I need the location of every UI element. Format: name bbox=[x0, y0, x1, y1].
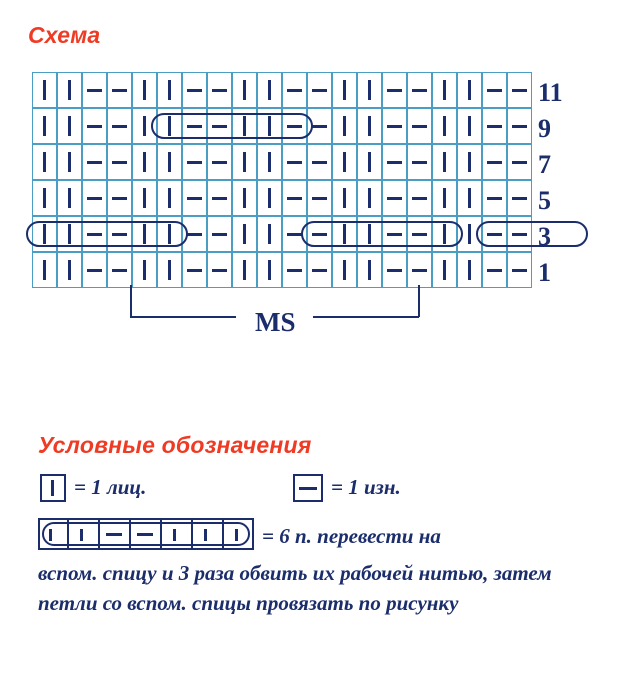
purl-icon bbox=[312, 89, 327, 92]
knitting-chart bbox=[32, 72, 532, 287]
knit-icon bbox=[243, 188, 246, 208]
purl-icon bbox=[387, 161, 402, 164]
knit-icon bbox=[468, 260, 471, 280]
cable-icon bbox=[301, 221, 463, 247]
knit-icon bbox=[443, 80, 446, 100]
knit-icon bbox=[43, 116, 46, 136]
purl-icon bbox=[112, 269, 127, 272]
purl-icon bbox=[512, 161, 527, 164]
knit-icon bbox=[268, 188, 271, 208]
purl-icon bbox=[287, 161, 302, 164]
knit-icon bbox=[368, 188, 371, 208]
purl-icon bbox=[187, 269, 202, 272]
legend-cable-paragraph: вспом. спицу и 3 раза обвить их рабочей нитью, затем петли со вспом. спицы провязать по рисунку bbox=[38, 561, 552, 615]
purl-icon bbox=[87, 161, 102, 164]
purl-icon bbox=[412, 269, 427, 272]
knit-icon bbox=[43, 80, 46, 100]
knit-icon bbox=[268, 80, 271, 100]
knit-icon bbox=[468, 188, 471, 208]
knit-icon bbox=[68, 116, 71, 136]
purl-icon bbox=[212, 89, 227, 92]
purl-icon bbox=[412, 197, 427, 200]
purl-icon bbox=[212, 197, 227, 200]
knit-icon bbox=[43, 152, 46, 172]
chart-title: Схема bbox=[28, 22, 101, 48]
knit-icon bbox=[468, 80, 471, 100]
row-number: 7 bbox=[538, 150, 551, 179]
knit-icon bbox=[443, 152, 446, 172]
purl-icon bbox=[212, 269, 227, 272]
purl-icon bbox=[412, 89, 427, 92]
knit-icon bbox=[443, 188, 446, 208]
knit-icon bbox=[243, 260, 246, 280]
purl-icon bbox=[312, 197, 327, 200]
knit-icon bbox=[243, 224, 246, 244]
cable-icon bbox=[476, 221, 588, 247]
knit-icon bbox=[343, 260, 346, 280]
knit-icon bbox=[268, 260, 271, 280]
purl-icon bbox=[87, 89, 102, 92]
knit-icon bbox=[343, 188, 346, 208]
knit-icon bbox=[68, 188, 71, 208]
row-number: 9 bbox=[538, 114, 551, 143]
knit-icon bbox=[68, 152, 71, 172]
purl-icon bbox=[387, 125, 402, 128]
purl-icon bbox=[287, 89, 302, 92]
knit-icon bbox=[143, 188, 146, 208]
purl-icon bbox=[112, 89, 127, 92]
knit-icon bbox=[51, 480, 54, 496]
purl-icon bbox=[87, 197, 102, 200]
purl-icon bbox=[512, 197, 527, 200]
purl-icon bbox=[512, 125, 527, 128]
knit-icon bbox=[443, 116, 446, 136]
knit-icon bbox=[168, 260, 171, 280]
knit-icon bbox=[168, 188, 171, 208]
knit-icon bbox=[468, 116, 471, 136]
knit-icon bbox=[368, 152, 371, 172]
purl-icon bbox=[187, 233, 202, 236]
knit-icon bbox=[68, 80, 71, 100]
purl-icon bbox=[187, 161, 202, 164]
purl-icon bbox=[387, 89, 402, 92]
knit-icon bbox=[43, 188, 46, 208]
legend-knit-text: = 1 лиц. bbox=[74, 475, 147, 499]
knit-icon bbox=[343, 152, 346, 172]
knit-icon bbox=[143, 260, 146, 280]
purl-icon bbox=[487, 161, 502, 164]
legend-purl-text: = 1 изн. bbox=[331, 475, 401, 499]
cable-icon bbox=[26, 221, 188, 247]
purl-icon bbox=[187, 89, 202, 92]
knit-icon bbox=[168, 80, 171, 100]
purl-icon bbox=[299, 487, 317, 490]
purl-icon bbox=[512, 89, 527, 92]
row-number: 11 bbox=[538, 78, 563, 107]
knit-icon bbox=[368, 116, 371, 136]
knit-icon bbox=[68, 260, 71, 280]
knit-icon bbox=[243, 80, 246, 100]
ms-label: MS bbox=[255, 307, 296, 337]
knit-icon bbox=[443, 260, 446, 280]
cable-icon bbox=[151, 113, 313, 139]
knit-icon bbox=[143, 80, 146, 100]
knit-icon bbox=[368, 260, 371, 280]
purl-icon bbox=[287, 233, 302, 236]
knit-icon bbox=[168, 152, 171, 172]
knit-icon bbox=[368, 80, 371, 100]
knit-icon bbox=[43, 260, 46, 280]
knit-icon bbox=[468, 224, 471, 244]
purl-icon bbox=[112, 161, 127, 164]
knit-icon bbox=[268, 224, 271, 244]
purl-icon bbox=[487, 197, 502, 200]
purl-icon bbox=[212, 161, 227, 164]
row-number: 5 bbox=[538, 186, 551, 215]
purl-icon bbox=[87, 125, 102, 128]
row-number: 3 bbox=[538, 222, 551, 251]
purl-icon bbox=[487, 269, 502, 272]
purl-icon bbox=[312, 161, 327, 164]
purl-icon bbox=[212, 233, 227, 236]
knit-icon bbox=[468, 152, 471, 172]
purl-icon bbox=[487, 125, 502, 128]
purl-icon bbox=[112, 125, 127, 128]
knit-icon bbox=[268, 152, 271, 172]
purl-icon bbox=[387, 197, 402, 200]
purl-icon bbox=[287, 269, 302, 272]
purl-icon bbox=[487, 89, 502, 92]
purl-icon bbox=[387, 269, 402, 272]
knit-icon bbox=[143, 152, 146, 172]
purl-icon bbox=[87, 269, 102, 272]
purl-icon bbox=[312, 125, 327, 128]
legend-cable-symbol bbox=[38, 518, 254, 550]
purl-icon bbox=[412, 161, 427, 164]
purl-icon bbox=[187, 197, 202, 200]
knit-icon bbox=[343, 80, 346, 100]
knit-icon bbox=[243, 152, 246, 172]
purl-icon bbox=[287, 197, 302, 200]
purl-icon bbox=[412, 125, 427, 128]
knit-icon bbox=[143, 116, 146, 136]
knit-icon bbox=[343, 116, 346, 136]
purl-icon bbox=[312, 269, 327, 272]
legend-title: Условные обозначения bbox=[38, 432, 312, 458]
row-number: 1 bbox=[538, 258, 551, 287]
legend-cable-text: = 6 п. перевести на bbox=[262, 524, 441, 548]
purl-icon bbox=[112, 197, 127, 200]
purl-icon bbox=[512, 269, 527, 272]
